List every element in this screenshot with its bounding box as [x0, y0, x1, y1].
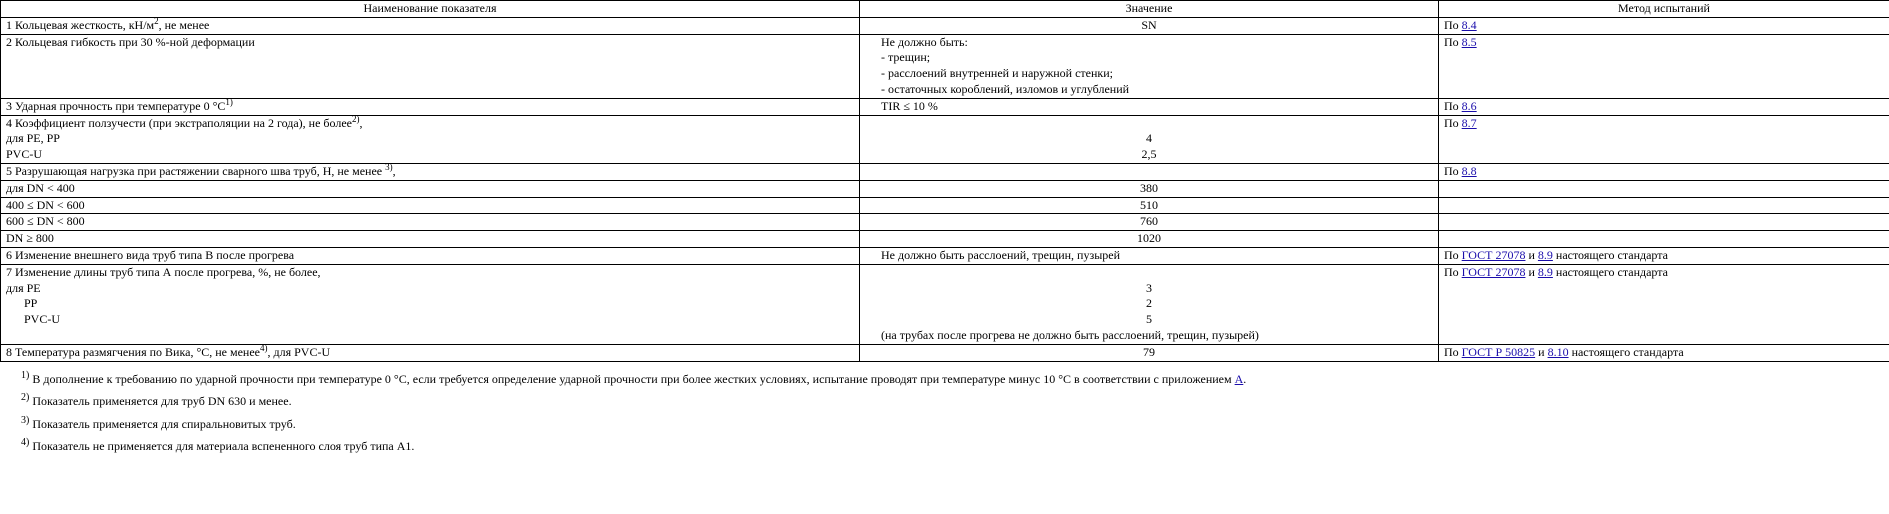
- row-name-cell: 8 Температура размягчения по Вика, °С, не менее$^{4)}$, для PVC-U: [1, 344, 860, 361]
- row-name-cell: 5 Разрушающая нагрузка при растяжении сварного шва труб, Н, не менее $^{3)}$,: [1, 163, 860, 180]
- row-name-cell: 1 Кольцевая жесткость, $кН/м^2$, не менее: [1, 17, 860, 34]
- row-value-cell: 4 2,5: [860, 115, 1439, 163]
- footnote-2: $^{2)}$ Показатель применяется для труб DN 630 и менее.: [21, 392, 292, 409]
- row-name-cell: 400 ≤ DN < 600: [1, 197, 860, 214]
- footnote-1: $^{1)}$ В дополнение к требованию по ударной прочности при температуре 0 °С, если требуется определение ударной прочности при более жестких условиях, испытание проводят при температуре минус 10 °С в соответствии с приложением А.: [21, 369, 1247, 386]
- table-row: [1, 115, 1889, 163]
- row-name-cell: для DN < 400: [1, 180, 860, 197]
- gost-link[interactable]: ГОСТ Р 50825: [1461, 344, 1536, 359]
- row-name-cell: 7 Изменение длины труб типа А после прогрева, %, не более, для PE PP PVC-U: [1, 264, 860, 344]
- header-method: Метод испытаний: [1439, 1, 1889, 18]
- appendix-link[interactable]: А: [1234, 371, 1244, 386]
- table-row: [1, 34, 1889, 98]
- table-row: [1, 17, 1889, 34]
- header-value: Значение: [860, 1, 1439, 18]
- row-method-cell: [1439, 197, 1889, 214]
- method-link[interactable]: 8.6: [1461, 98, 1477, 113]
- table-row: [1, 197, 1889, 214]
- row-method-cell: [1439, 180, 1889, 197]
- row-value-cell: 380: [860, 180, 1439, 197]
- footnote-3: $^{3)}$ Показатель применяется для спиральновитых труб.: [21, 414, 296, 431]
- table-row: [1, 264, 1889, 344]
- row-value-cell: Не должно быть: - трещин; - расслоений внутренней и наружной стенки; - остаточных короблений, изломов и углублений: [860, 34, 1439, 98]
- row-name-cell: 2 Кольцевая гибкость при 30 %-ной деформации: [1, 34, 860, 98]
- row-name-cell: 6 Изменение внешнего вида труб типа В после прогрева: [1, 247, 860, 264]
- footnotes: [0, 362, 1889, 458]
- row-method-cell: По ГОСТ 27078 и 8.9 настоящего стандарта: [1439, 264, 1889, 344]
- header-name: Наименование показателя: [1, 1, 860, 18]
- row-method-cell: [1439, 231, 1889, 248]
- table-row: [1, 231, 1889, 248]
- header-row: [1, 1, 1889, 18]
- row-name-cell: 600 ≤ DN < 800: [1, 214, 860, 231]
- row-method-cell: По 8.8: [1439, 163, 1889, 180]
- table-row: [1, 180, 1889, 197]
- row-method-cell: По 8.4: [1439, 17, 1889, 34]
- row-value-cell: SN: [860, 17, 1439, 34]
- row-method-cell: По 8.5: [1439, 34, 1889, 98]
- method-link[interactable]: 8.9: [1537, 247, 1553, 262]
- row-method-cell: [1439, 214, 1889, 231]
- row-value-cell: TIR ≤ 10 %: [860, 98, 1439, 115]
- row-value-cell: 3 2 5 (на трубах после прогрева не должно быть расслоений, трещин, пузырей): [860, 264, 1439, 344]
- row-method-cell: По 8.6: [1439, 98, 1889, 115]
- method-link[interactable]: 8.8: [1461, 163, 1477, 178]
- method-link[interactable]: 8.7: [1461, 115, 1477, 130]
- row-name-cell: 4 Коэффициент ползучести (при экстраполяции на 2 года), не более$^{2)}$, для PE, PP PVC-U: [1, 115, 860, 163]
- row-value-cell: [860, 163, 1439, 180]
- table-row: [1, 344, 1889, 361]
- row-method-cell: По ГОСТ 27078 и 8.9 настоящего стандарта: [1439, 247, 1889, 264]
- row-value-cell: 510: [860, 197, 1439, 214]
- table-row: [1, 214, 1889, 231]
- row-method-cell: По ГОСТ Р 50825 и 8.10 настоящего стандарта: [1439, 344, 1889, 361]
- row-value-cell: 760: [860, 214, 1439, 231]
- row-value-cell: 79: [860, 344, 1439, 361]
- footnote-4: $^{4)}$ Показатель не применяется для материала вспененного слоя труб типа А1.: [21, 437, 415, 454]
- table-row: [1, 163, 1889, 180]
- table-row: [1, 98, 1889, 115]
- gost-link[interactable]: ГОСТ 27078: [1461, 247, 1526, 262]
- method-link[interactable]: 8.5: [1461, 34, 1477, 49]
- gost-link[interactable]: ГОСТ 27078: [1461, 264, 1526, 279]
- method-link[interactable]: 8.10: [1547, 344, 1569, 359]
- method-link[interactable]: 8.9: [1537, 264, 1553, 279]
- row-method-cell: По 8.7: [1439, 115, 1889, 163]
- row-value-cell: Не должно быть расслоений, трещин, пузырей: [860, 247, 1439, 264]
- method-link[interactable]: 8.4: [1461, 17, 1477, 32]
- row-name-cell: DN ≥ 800: [1, 231, 860, 248]
- row-name-cell: 3 Ударная прочность при температуре 0 $^\circ С^{1)}$: [1, 98, 860, 115]
- row-value-cell: 1020: [860, 231, 1439, 248]
- table-row: [1, 247, 1889, 264]
